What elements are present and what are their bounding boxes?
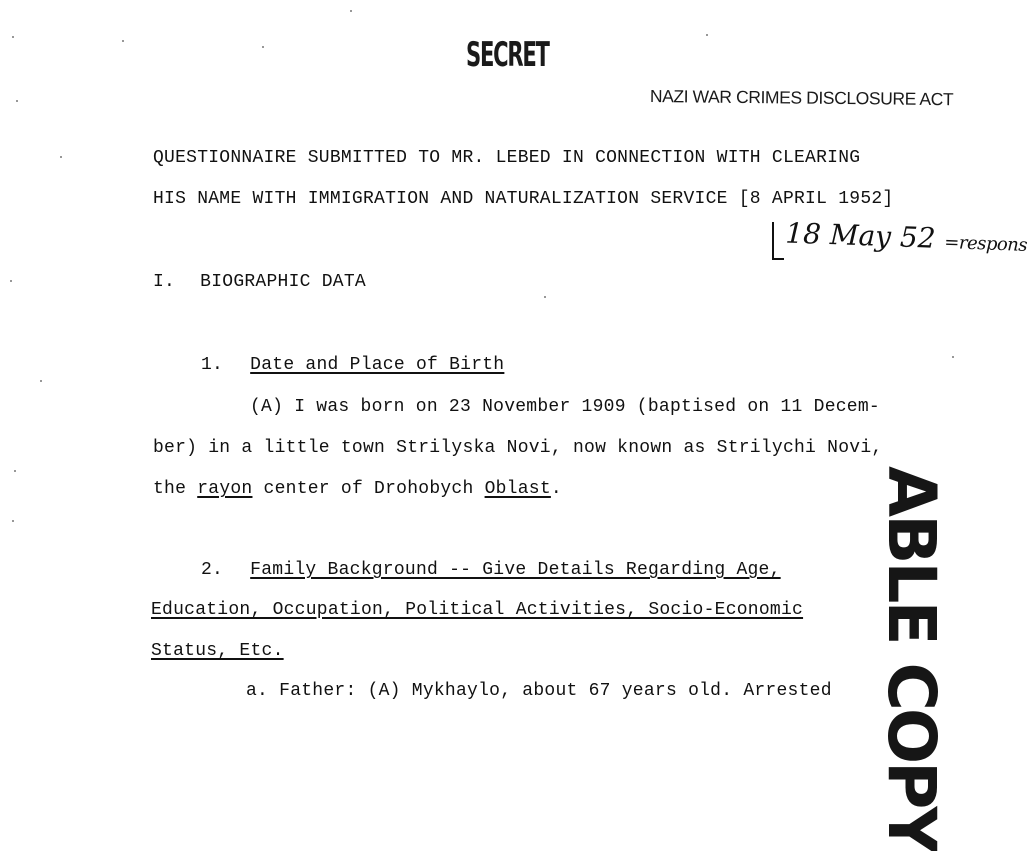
item-1-title: Date and Place of Birth	[250, 355, 505, 375]
item-1-heading	[201, 356, 504, 374]
copy-stamp-text: ABLE COPY	[873, 466, 950, 851]
item-1-body-line-1: (A) I was born on 23 November 1909 (baptised on 11 Decem-	[250, 397, 880, 417]
item-2-title-line-1: Family Background -- Give Details Regarding Age,	[250, 560, 781, 580]
section-heading	[153, 273, 366, 291]
handwritten-note: =respons	[943, 232, 1028, 256]
text-span: center of Drohobych	[252, 479, 485, 499]
best-available-copy-stamp	[842, 466, 950, 851]
scan-speck	[12, 520, 14, 522]
scan-speck	[10, 280, 12, 282]
scan-speck	[544, 296, 546, 298]
scan-speck	[40, 380, 42, 382]
handwritten-date: 18 May 52	[784, 216, 937, 255]
scan-speck	[16, 100, 18, 102]
scan-speck	[706, 34, 708, 36]
oblast-term: Oblast	[484, 479, 551, 499]
item-2-heading-line-2: Education, Occupation, Political Activities, Socio-Economic	[151, 600, 804, 620]
disclosure-act-header: NAZI WAR CRIMES DISCLOSURE ACT	[649, 86, 954, 110]
item-1-body-line-2: ber) in a little town Strilyska Novi, now known as Strilychi Novi,	[153, 438, 883, 458]
rayon-term: rayon	[197, 479, 253, 499]
scan-speck	[122, 40, 124, 42]
document-title-line-1: QUESTIONNAIRE SUBMITTED TO MR. LEBED IN CONNECTION WITH CLEARING	[153, 148, 861, 168]
handwritten-annotation	[771, 216, 1028, 258]
secret-stamp: SECRET	[466, 35, 549, 75]
document-title-line-2: HIS NAME WITH IMMIGRATION AND NATURALIZATION SERVICE [8 APRIL 1952]	[153, 189, 894, 209]
text-span: the	[153, 479, 198, 499]
text-span: .	[550, 479, 562, 499]
scan-speck	[12, 36, 14, 38]
item-2-number: 2.	[201, 560, 224, 580]
scan-speck	[262, 46, 264, 48]
scan-speck	[60, 156, 62, 158]
item-1-body-line-3	[153, 480, 562, 498]
item-1-number: 1.	[201, 355, 224, 375]
scan-speck	[350, 10, 352, 12]
item-2-heading-line-1	[201, 561, 781, 579]
scan-speck	[14, 470, 16, 472]
item-2-heading-line-3: Status, Etc.	[151, 641, 284, 661]
item-2-sub-a: a. Father: (A) Mykhaylo, about 67 years old. Arrested	[246, 681, 832, 701]
scan-speck	[952, 356, 954, 358]
section-number: I.	[153, 272, 176, 292]
section-title: BIOGRAPHIC DATA	[200, 272, 366, 292]
